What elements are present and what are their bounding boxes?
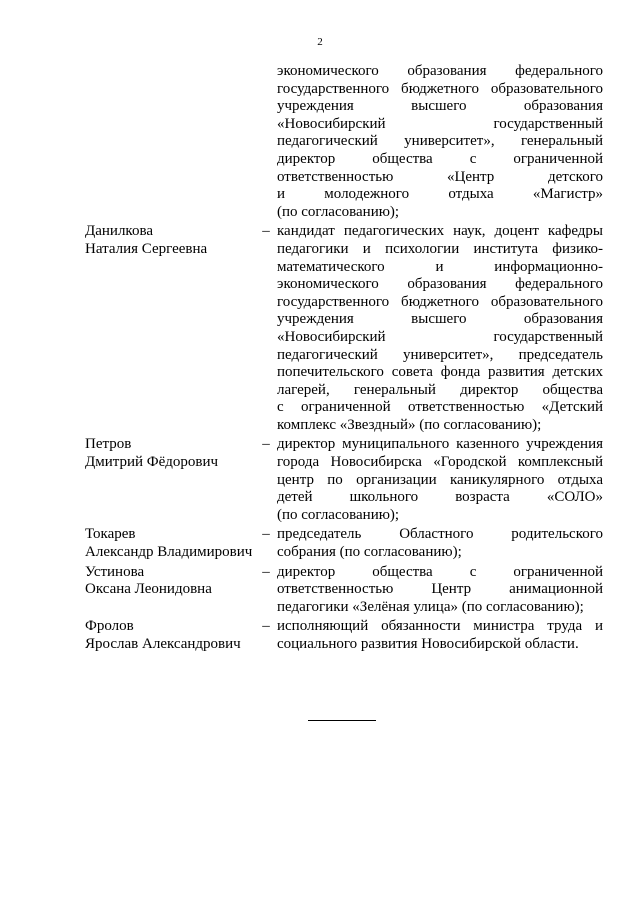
member-surname: Устинова	[85, 563, 145, 580]
member-description	[277, 436, 603, 524]
end-of-document-rule	[308, 720, 376, 721]
members-list	[85, 63, 603, 656]
page-number: 2	[317, 36, 323, 48]
description-line: председатель Областного родительского	[277, 526, 603, 543]
description-line: и молодежного отдыха «Магистр»	[277, 186, 603, 203]
continuation-description	[277, 63, 603, 221]
dash: –	[262, 436, 270, 453]
description-line: педагогики и психологии института физико-	[277, 240, 603, 257]
description-line: лагерей, генеральный директор общества	[277, 381, 603, 398]
description-line: директор общества с ограниченной	[277, 563, 603, 580]
description-line: государственного бюджетного образовательного	[277, 80, 603, 97]
description-line: «Новосибирский государственный	[277, 115, 603, 132]
member-given-name: Оксана Леонидовна	[85, 581, 212, 598]
member-name	[85, 436, 253, 524]
description-line: комплекс «Звездный» (по согласованию);	[277, 416, 542, 433]
dash: –	[262, 223, 270, 240]
member-name	[85, 618, 253, 653]
member-surname: Токарев	[85, 526, 136, 543]
description-line: с ограниченной ответственностью «Детский	[277, 399, 603, 416]
member-given-name: Ярослав Александрович	[85, 636, 241, 652]
description-line: учреждения высшего образования	[277, 98, 603, 115]
member-surname: Петров	[85, 436, 132, 453]
member-given-name: Наталия Сергеевна	[85, 240, 208, 257]
member-name	[85, 526, 253, 561]
description-line: попечительского совета фонда развития детских	[277, 364, 603, 381]
member-description	[277, 618, 603, 653]
description-line: учреждения высшего образования	[277, 311, 603, 328]
description-line: ответственностью «Центр детского	[277, 168, 603, 185]
dash: –	[262, 526, 270, 543]
dash: –	[262, 563, 270, 580]
description-line: педагогический университет», председатель	[277, 346, 603, 363]
description-line: педагогики «Зелёная улица» (по согласованию);	[277, 598, 584, 615]
description-line: педагогический университет», генеральный	[277, 133, 603, 150]
description-line: собрания (по согласованию);	[277, 544, 462, 561]
member-description	[277, 564, 603, 617]
member-name	[85, 564, 253, 617]
member-description	[277, 223, 603, 434]
description-line: исполняющий обязанности министра труда и	[277, 618, 603, 635]
member-entry-ustinova	[85, 564, 603, 617]
dash-cell-empty	[253, 63, 277, 221]
description-line: государственного бюджетного образовательного	[277, 293, 603, 310]
description-line: детей школьного возраста «СОЛО»	[277, 489, 603, 506]
member-entry-danilkova	[85, 223, 603, 434]
description-line: центр по организации каникулярного отдыха	[277, 471, 603, 488]
member-surname: Данилкова	[85, 223, 153, 240]
description-line: кандидат педагогических наук, доцент кафедры	[277, 223, 603, 240]
description-line: математического и информационно-	[277, 258, 603, 275]
description-line: экономического образования федерального	[277, 276, 603, 293]
member-entry-tokarev	[85, 526, 603, 561]
name-cell-empty	[85, 63, 253, 221]
description-line: экономического образования федерального	[277, 63, 603, 79]
member-description	[277, 526, 603, 561]
description-line: (по согласованию);	[277, 203, 400, 220]
description-line: директор общества с ограниченной	[277, 150, 603, 167]
description-line: города Новосибирска «Городской комплексный	[277, 454, 603, 471]
description-line: (по согласованию);	[277, 506, 400, 523]
member-entry-frolov	[85, 618, 603, 653]
description-line: директор муниципального казенного учреждения	[277, 436, 603, 453]
member-given-name: Дмитрий Фёдорович	[85, 454, 219, 471]
description-line: ответственностью Центр анимационной	[277, 581, 603, 598]
member-entry-petrov	[85, 436, 603, 524]
member-surname: Фролов	[85, 618, 134, 635]
continuation-entry	[85, 63, 603, 221]
member-given-name: Александр Владимирович	[85, 544, 253, 561]
member-name	[85, 223, 253, 434]
description-line: социального развития Новосибирской области.	[277, 636, 579, 652]
description-line: «Новосибирский государственный	[277, 328, 603, 345]
dash: –	[262, 618, 270, 635]
